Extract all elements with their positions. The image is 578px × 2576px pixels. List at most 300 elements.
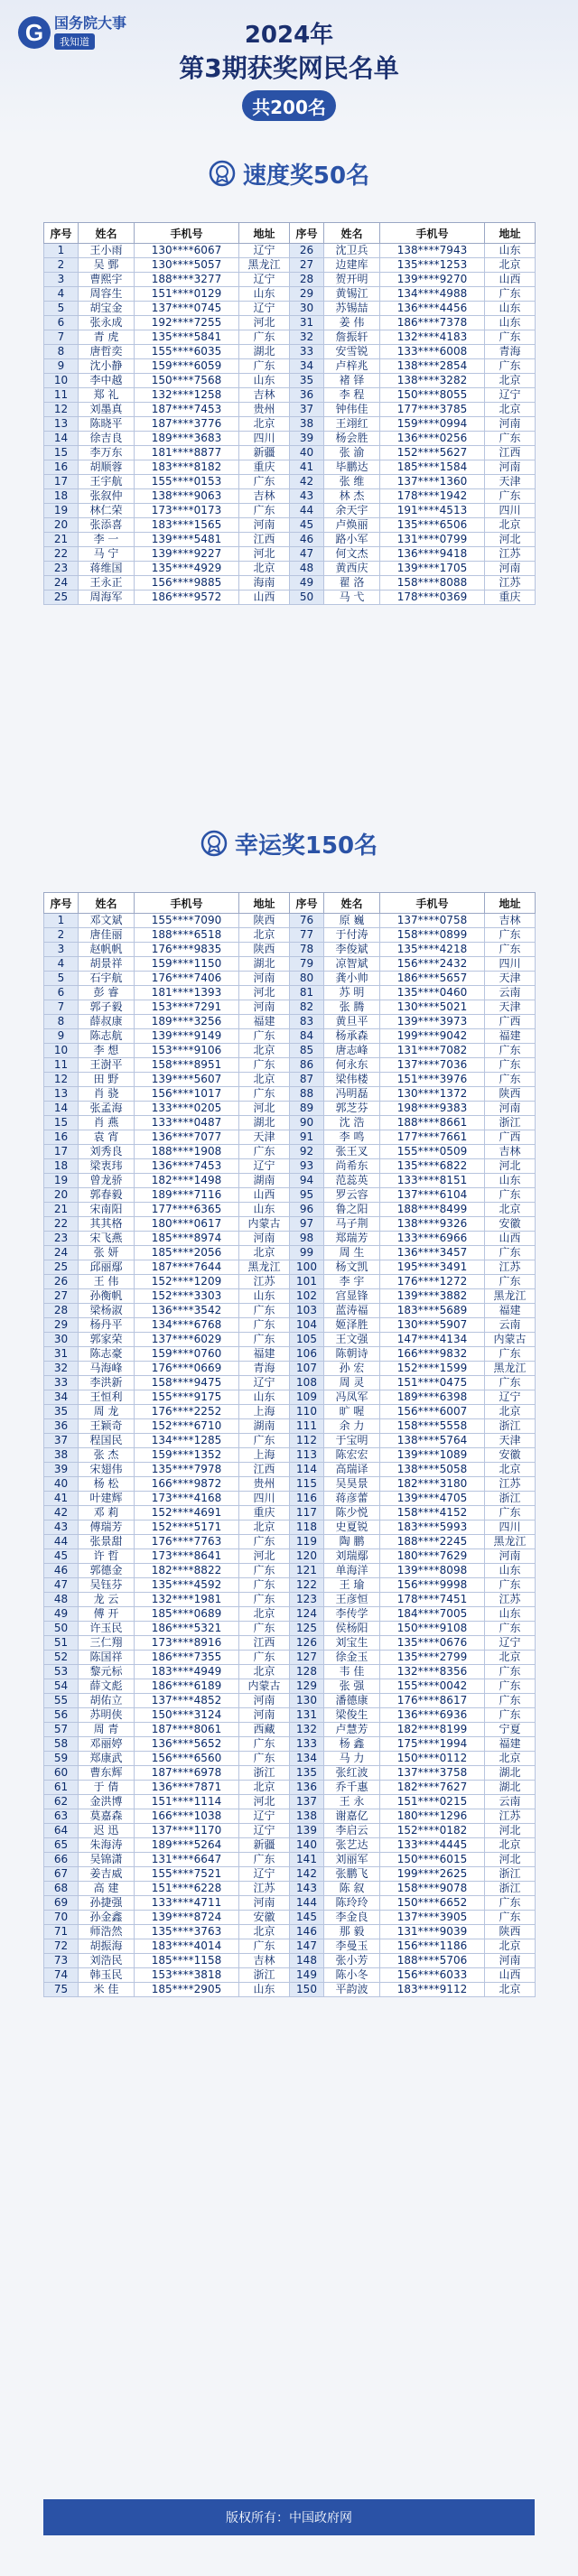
table-row: [44, 1116, 536, 1130]
index-cell: 15: [44, 446, 79, 460]
index-cell: 101: [290, 1275, 324, 1289]
index-cell: 4: [44, 957, 79, 972]
table-row: [44, 1968, 536, 1983]
index-cell: 68: [44, 1882, 79, 1896]
table-row: [44, 1304, 536, 1318]
phone-cell: 151****6228: [135, 1882, 239, 1896]
table-row: [44, 1347, 536, 1362]
name-cell: 侯杨阳: [324, 1622, 380, 1636]
index-cell: 24: [44, 576, 79, 591]
region-cell: 辽宁: [239, 1159, 290, 1174]
phone-cell: 133****4711: [135, 1896, 239, 1911]
phone-cell: 137****3905: [380, 1911, 485, 1925]
region-cell: 广东: [239, 1058, 290, 1073]
name-cell: 沈 浩: [324, 1116, 380, 1130]
region-cell: 江西: [485, 446, 536, 460]
phone-cell: 135****2799: [380, 1651, 485, 1665]
table-row: [44, 1636, 536, 1651]
region-cell: 河北: [239, 1795, 290, 1809]
name-cell: 陈朝诗: [324, 1347, 380, 1362]
table-row: [44, 1665, 536, 1679]
index-cell: 143: [290, 1882, 324, 1896]
region-cell: 浙江: [485, 1867, 536, 1882]
table-row: [44, 1752, 536, 1766]
name-cell: 曹东辉: [79, 1766, 135, 1781]
region-cell: 广东: [239, 1318, 290, 1333]
index-cell: 86: [290, 1058, 324, 1073]
name-cell: 林 杰: [324, 489, 380, 504]
name-cell: 张鹏飞: [324, 1867, 380, 1882]
phone-cell: 176****7763: [135, 1535, 239, 1549]
region-cell: 福建: [485, 1737, 536, 1752]
index-cell: 64: [44, 1824, 79, 1838]
index-cell: 48: [290, 562, 324, 576]
index-cell: 82: [290, 1000, 324, 1015]
name-cell: 三仁翔: [79, 1636, 135, 1651]
name-cell: 迟 迅: [79, 1824, 135, 1838]
index-cell: 38: [290, 417, 324, 432]
index-cell: 89: [290, 1102, 324, 1116]
phone-cell: 191****4513: [380, 504, 485, 518]
phone-cell: 176****8617: [380, 1694, 485, 1708]
region-cell: 四川: [485, 1520, 536, 1535]
region-cell: 河南: [239, 972, 290, 986]
name-cell: 李金良: [324, 1911, 380, 1925]
region-cell: 江苏: [485, 547, 536, 562]
region-cell: 山东: [485, 244, 536, 258]
index-cell: 90: [290, 1116, 324, 1130]
phone-cell: 152****0182: [380, 1824, 485, 1838]
phone-cell: 130****5907: [380, 1318, 485, 1333]
table-row: [44, 1564, 536, 1578]
region-cell: 浙江: [485, 1116, 536, 1130]
phone-cell: 150****6652: [380, 1896, 485, 1911]
index-cell: 35: [44, 1405, 79, 1419]
region-cell: 吉林: [239, 1954, 290, 1968]
table-row: [44, 943, 536, 957]
table-row: [44, 1015, 536, 1029]
index-cell: 35: [290, 374, 324, 388]
phone-cell: 199****9042: [380, 1029, 485, 1044]
name-cell: 李俊斌: [324, 943, 380, 957]
index-cell: 113: [290, 1448, 324, 1463]
index-cell: 48: [44, 1593, 79, 1607]
phone-cell: 187****7644: [135, 1260, 239, 1275]
name-cell: 徐金玉: [324, 1651, 380, 1665]
index-cell: 50: [290, 591, 324, 605]
phone-cell: 158****0899: [380, 928, 485, 943]
name-cell: 陈小冬: [324, 1968, 380, 1983]
name-cell: 王小雨: [79, 244, 135, 258]
phone-cell: 151****3976: [380, 1073, 485, 1087]
region-cell: 河北: [485, 1159, 536, 1174]
phone-cell: 152****5171: [135, 1520, 239, 1535]
phone-cell: 131****9039: [380, 1925, 485, 1939]
index-cell: 2: [44, 928, 79, 943]
phone-cell: 136****3457: [380, 1246, 485, 1260]
phone-cell: 158****9078: [380, 1882, 485, 1896]
name-cell: 沈小静: [79, 359, 135, 374]
table-row: [44, 475, 536, 489]
index-cell: 9: [44, 1029, 79, 1044]
region-cell: 北京: [485, 1651, 536, 1665]
region-cell: 河南: [485, 1549, 536, 1564]
name-cell: 龙 云: [79, 1593, 135, 1607]
index-cell: 23: [44, 562, 79, 576]
phone-cell: 139****9227: [135, 547, 239, 562]
phone-cell: 180****1296: [380, 1809, 485, 1824]
region-cell: 湖南: [239, 1419, 290, 1434]
region-cell: 北京: [485, 518, 536, 533]
phone-cell: 135****5841: [135, 330, 239, 345]
index-cell: 52: [44, 1651, 79, 1665]
region-cell: 广东: [239, 1752, 290, 1766]
name-cell: 肖 骁: [79, 1087, 135, 1102]
table-row: [44, 1145, 536, 1159]
name-cell: 薛叔康: [79, 1015, 135, 1029]
region-cell: 广东: [239, 1145, 290, 1159]
region-cell: 广东: [239, 1578, 290, 1593]
name-cell: 卢慧芳: [324, 1723, 380, 1737]
phone-cell: 134****6768: [135, 1318, 239, 1333]
region-cell: 山东: [485, 316, 536, 330]
index-cell: 138: [290, 1809, 324, 1824]
phone-cell: 189****3256: [135, 1015, 239, 1029]
table-row: [44, 374, 536, 388]
name-cell: 杨承森: [324, 1029, 380, 1044]
index-cell: 27: [290, 258, 324, 273]
index-cell: 140: [290, 1838, 324, 1853]
phone-cell: 176****0669: [135, 1362, 239, 1376]
phone-cell: 133****4445: [380, 1838, 485, 1853]
name-cell: 杨会胜: [324, 432, 380, 446]
name-cell: 黄西庆: [324, 562, 380, 576]
name-cell: 唐佳丽: [79, 928, 135, 943]
index-cell: 32: [290, 330, 324, 345]
table-row: [44, 1607, 536, 1622]
name-cell: 黄旦平: [324, 1015, 380, 1029]
column-header: 序号: [290, 893, 324, 914]
index-cell: 99: [290, 1246, 324, 1260]
region-cell: 浙江: [485, 1419, 536, 1434]
name-cell: 尚希东: [324, 1159, 380, 1174]
phone-cell: 183****5993: [380, 1520, 485, 1535]
index-cell: 146: [290, 1925, 324, 1939]
region-cell: 新疆: [239, 1838, 290, 1853]
index-cell: 25: [44, 591, 79, 605]
name-cell: 范蕊英: [324, 1174, 380, 1188]
region-cell: 宁夏: [485, 1723, 536, 1737]
region-cell: 天津: [485, 1434, 536, 1448]
phone-cell: 158****4152: [380, 1506, 485, 1520]
region-cell: 广东: [239, 475, 290, 489]
phone-cell: 155****7521: [135, 1867, 239, 1882]
name-cell: 邓 莉: [79, 1506, 135, 1520]
index-cell: 84: [290, 1029, 324, 1044]
name-cell: 张 维: [324, 475, 380, 489]
region-cell: 河南: [239, 1708, 290, 1723]
name-cell: 李 一: [79, 533, 135, 547]
name-cell: 马 宁: [79, 547, 135, 562]
column-header: 序号: [44, 223, 79, 244]
name-cell: 张 杰: [79, 1448, 135, 1463]
region-cell: 北京: [485, 1983, 536, 1997]
name-cell: 韦 佳: [324, 1665, 380, 1679]
name-cell: 马 力: [324, 1752, 380, 1766]
name-cell: 凉智斌: [324, 957, 380, 972]
phone-cell: 152****3303: [135, 1289, 239, 1304]
phone-cell: 130****5057: [135, 258, 239, 273]
index-cell: 100: [290, 1260, 324, 1275]
name-cell: 陶 鹏: [324, 1535, 380, 1549]
name-cell: 杨文凯: [324, 1260, 380, 1275]
phone-cell: 152****6710: [135, 1419, 239, 1434]
name-cell: 陈国祥: [79, 1651, 135, 1665]
phone-cell: 135****4929: [135, 562, 239, 576]
speed-section-label: 速度奖50名: [242, 162, 370, 190]
name-cell: 黎元标: [79, 1665, 135, 1679]
table-row: [44, 1289, 536, 1304]
phone-cell: 135****7978: [135, 1463, 239, 1477]
name-cell: 赵帆帆: [79, 943, 135, 957]
index-cell: 57: [44, 1723, 79, 1737]
index-cell: 25: [44, 1260, 79, 1275]
index-cell: 145: [290, 1911, 324, 1925]
name-cell: 卢焕丽: [324, 518, 380, 533]
name-cell: 郭春毅: [79, 1188, 135, 1203]
phone-cell: 186****7378: [380, 316, 485, 330]
index-cell: 47: [44, 1578, 79, 1593]
region-cell: 河北: [239, 986, 290, 1000]
name-cell: 刘秀良: [79, 1145, 135, 1159]
region-cell: 广东: [485, 1911, 536, 1925]
name-cell: 谢嘉亿: [324, 1809, 380, 1824]
region-cell: 江苏: [239, 1275, 290, 1289]
phone-cell: 156****6033: [380, 1968, 485, 1983]
index-cell: 118: [290, 1520, 324, 1535]
index-cell: 114: [290, 1463, 324, 1477]
name-cell: 张 渝: [324, 446, 380, 460]
phone-cell: 183****4949: [135, 1665, 239, 1679]
name-cell: 杨 松: [79, 1477, 135, 1492]
table-row: [44, 1203, 536, 1217]
name-cell: 边建库: [324, 258, 380, 273]
phone-cell: 136****3542: [135, 1304, 239, 1318]
index-cell: 1: [44, 914, 79, 928]
name-cell: 许 哲: [79, 1549, 135, 1564]
phone-cell: 136****0256: [380, 432, 485, 446]
name-cell: 张小芳: [324, 1954, 380, 1968]
name-cell: 翟 洛: [324, 576, 380, 591]
name-cell: 张景甜: [79, 1535, 135, 1549]
phone-cell: 150****7568: [135, 374, 239, 388]
region-cell: 广东: [485, 1694, 536, 1708]
index-cell: 94: [290, 1174, 324, 1188]
index-cell: 40: [290, 446, 324, 460]
index-cell: 133: [290, 1737, 324, 1752]
index-cell: 139: [290, 1824, 324, 1838]
region-cell: 广东: [239, 1304, 290, 1318]
name-cell: 陈少悦: [324, 1506, 380, 1520]
region-cell: 青海: [485, 345, 536, 359]
table-row: [44, 1549, 536, 1564]
phone-cell: 175****1994: [380, 1737, 485, 1752]
region-cell: 广东: [485, 1622, 536, 1636]
name-cell: 郑瑞芳: [324, 1232, 380, 1246]
phone-cell: 152****4691: [135, 1506, 239, 1520]
phone-cell: 133****0205: [135, 1102, 239, 1116]
table-row: [44, 1838, 536, 1853]
phone-cell: 188****5706: [380, 1954, 485, 1968]
region-cell: 北京: [239, 1781, 290, 1795]
region-cell: 广东: [485, 432, 536, 446]
name-cell: 姜吉威: [79, 1867, 135, 1882]
phone-cell: 139****3882: [380, 1289, 485, 1304]
region-cell: 河南: [239, 1232, 290, 1246]
table-row: [44, 1896, 536, 1911]
index-cell: 6: [44, 986, 79, 1000]
index-cell: 109: [290, 1390, 324, 1405]
index-cell: 61: [44, 1781, 79, 1795]
table-row: [44, 1737, 536, 1752]
index-cell: 20: [44, 518, 79, 533]
logo-g-icon: G: [18, 16, 51, 49]
phone-cell: 139****3973: [380, 1015, 485, 1029]
region-cell: 内蒙古: [485, 1333, 536, 1347]
index-cell: 128: [290, 1665, 324, 1679]
phone-cell: 182****7627: [380, 1781, 485, 1795]
phone-cell: 188****1908: [135, 1145, 239, 1159]
page-title-year: 2024年: [244, 22, 334, 49]
name-cell: 李传学: [324, 1607, 380, 1622]
table-row: [44, 388, 536, 403]
phone-cell: 176****1272: [380, 1275, 485, 1289]
region-cell: 广东: [239, 1622, 290, 1636]
name-cell: 张叙仲: [79, 489, 135, 504]
name-cell: 胡宝金: [79, 302, 135, 316]
name-cell: 胡佑立: [79, 1694, 135, 1708]
region-cell: 江苏: [485, 1477, 536, 1492]
name-cell: 李洪新: [79, 1376, 135, 1390]
index-cell: 29: [44, 1318, 79, 1333]
region-cell: 黑龙江: [485, 1362, 536, 1376]
region-cell: 天津: [485, 475, 536, 489]
index-cell: 127: [290, 1651, 324, 1665]
region-cell: 广东: [485, 1578, 536, 1593]
name-cell: 余 力: [324, 1419, 380, 1434]
region-cell: 辽宁: [239, 1867, 290, 1882]
logo-sub-text: 我知道: [54, 33, 95, 50]
name-cell: 梁衷玮: [79, 1159, 135, 1174]
name-cell: 高 建: [79, 1882, 135, 1896]
name-cell: 蒋维国: [79, 562, 135, 576]
region-cell: 北京: [239, 1073, 290, 1087]
region-cell: 安徽: [485, 1217, 536, 1232]
name-cell: 李 程: [324, 388, 380, 403]
phone-cell: 150****8055: [380, 388, 485, 403]
name-cell: 张永成: [79, 316, 135, 330]
phone-cell: 137****7036: [380, 1058, 485, 1073]
phone-cell: 152****1209: [135, 1275, 239, 1289]
table-row: [44, 1463, 536, 1477]
index-cell: 40: [44, 1477, 79, 1492]
phone-cell: 150****3124: [135, 1708, 239, 1723]
name-cell: 吴钰芬: [79, 1578, 135, 1593]
phone-cell: 155****6035: [135, 345, 239, 359]
phone-cell: 156****9998: [380, 1578, 485, 1593]
phone-cell: 159****1352: [135, 1448, 239, 1463]
index-cell: 131: [290, 1708, 324, 1723]
region-cell: 广东: [485, 1044, 536, 1058]
region-cell: 河北: [239, 316, 290, 330]
column-header: 姓名: [324, 223, 380, 244]
luck-winners-table: [43, 892, 536, 1997]
phone-cell: 187****7453: [135, 403, 239, 417]
table-row: [44, 287, 536, 302]
region-cell: 山东: [485, 302, 536, 316]
phone-cell: 159****0760: [135, 1347, 239, 1362]
phone-cell: 173****8916: [135, 1636, 239, 1651]
page-title: 第3期获奖网民名单: [179, 53, 399, 83]
index-cell: 13: [44, 417, 79, 432]
name-cell: 马子荆: [324, 1217, 380, 1232]
phone-cell: 138****9063: [135, 489, 239, 504]
table-row: [44, 1708, 536, 1723]
region-cell: 北京: [239, 1925, 290, 1939]
table-row: [44, 957, 536, 972]
index-cell: 4: [44, 287, 79, 302]
index-cell: 16: [44, 1130, 79, 1145]
table-row: [44, 576, 536, 591]
region-cell: 福建: [485, 1029, 536, 1044]
name-cell: 吴锦潇: [79, 1853, 135, 1867]
phone-cell: 139****1089: [380, 1448, 485, 1463]
phone-cell: 183****8182: [135, 460, 239, 475]
region-cell: 北京: [239, 928, 290, 943]
index-cell: 11: [44, 388, 79, 403]
region-cell: 陕西: [485, 1925, 536, 1939]
index-cell: 137: [290, 1795, 324, 1809]
table-row: [44, 1174, 536, 1188]
region-cell: 北京: [239, 1607, 290, 1622]
luck-section-title: [0, 825, 578, 861]
index-cell: 6: [44, 316, 79, 330]
region-cell: 河南: [239, 1896, 290, 1911]
phone-cell: 186****7355: [135, 1651, 239, 1665]
name-cell: 刘宝生: [324, 1636, 380, 1651]
copyright-footer: 版权所有：中国政府网: [43, 2499, 535, 2535]
index-cell: 87: [290, 1073, 324, 1087]
phone-cell: 166****9872: [135, 1477, 239, 1492]
index-cell: 65: [44, 1838, 79, 1853]
region-cell: 辽宁: [239, 302, 290, 316]
index-cell: 13: [44, 1087, 79, 1102]
table-row: [44, 1867, 536, 1882]
index-cell: 104: [290, 1318, 324, 1333]
name-cell: 师浩然: [79, 1925, 135, 1939]
phone-cell: 134****4988: [380, 287, 485, 302]
name-cell: 胡顺蓉: [79, 460, 135, 475]
table-row: [44, 330, 536, 345]
phone-cell: 185****1584: [380, 460, 485, 475]
logo-main-text: 国务院大事: [54, 14, 127, 32]
name-cell: 李中越: [79, 374, 135, 388]
name-cell: 青 虎: [79, 330, 135, 345]
name-cell: 何永东: [324, 1058, 380, 1073]
name-cell: 林仁荣: [79, 504, 135, 518]
name-cell: 那 毅: [324, 1925, 380, 1939]
region-cell: 贵州: [239, 403, 290, 417]
